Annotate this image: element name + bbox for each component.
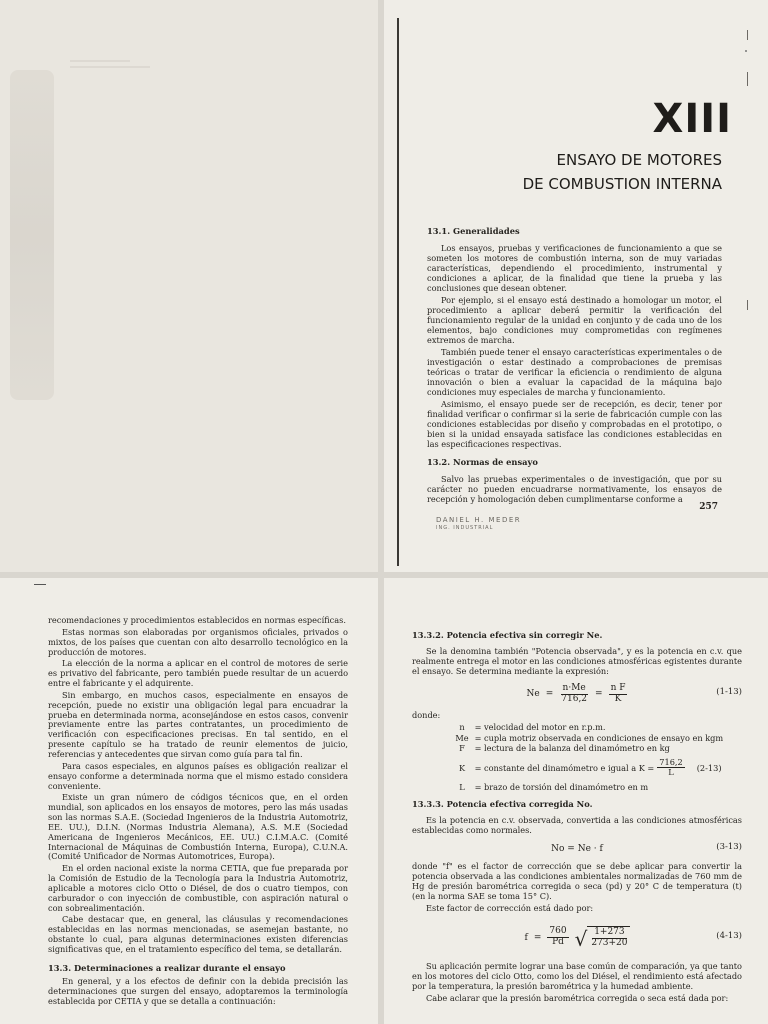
fraction-numerator: n·Me <box>562 682 586 693</box>
paragraph: Este factor de corrección está dado por: <box>426 902 594 913</box>
edge-mark <box>747 30 748 40</box>
formula-1-13 <box>412 678 742 710</box>
page-258 <box>0 578 378 1024</box>
paragraph: En general, y a los efectos de definir con la debida precisión las determinaciones que surgen del ensayo, adoptaremos la terminología establecida por CETIA y que se detalla a continuación: <box>48 975 348 1006</box>
definition-symbol: Me <box>455 732 469 743</box>
paragraph: Los ensayos, pruebas y verificaciones de funcionamiento a que se someten los motores de combustión interna, son de muy variadas características, dependiendo el procedimiento, instrumental y condiciones a aplicar, de la finalidad que tiene la prueba y las conclusiones que desean obtener. <box>427 243 722 293</box>
chapter-title <box>462 148 722 196</box>
page-258-body <box>48 616 348 1008</box>
equation-number: (3-13) <box>716 841 742 852</box>
fraction-denominator: 273+20 <box>591 938 628 949</box>
fraction-denominator: K <box>614 693 622 704</box>
chapter-title-line-2: DE COMBUSTION INTERNA <box>522 175 722 193</box>
fraction-numerator: 760 <box>549 926 567 937</box>
definition-list <box>452 722 742 793</box>
formula-term: f <box>524 932 528 943</box>
section-heading-13-3-2: 13.3.2. Potencia efectiva sin corregir Ne. <box>412 630 603 640</box>
edge-mark <box>747 72 748 86</box>
paragraph: Estas normas son elaboradas por organismos oficiales, privados o mixtos, de los países que cuentan con alto desarrollo tecnológico en la producción de motores. <box>48 626 348 657</box>
definition-text: cupla motriz observada en condiciones de ensayo en kgm <box>484 732 724 743</box>
formula-operator: = <box>595 689 603 699</box>
definition-row <box>452 782 742 793</box>
paragraph: Sin embargo, en muchos casos, especialmente en ensayos de recepción, puede no existir una obligación legal para encuadrar la prueba en determinada norma, aconsejándose en estos casos, convenir previamente entre las partes contratantes, un procedimiento de verificación con especificaciones precisas. En tal sentido, en el presente capítulo se ha tratado de reunir elementos de juicio, referencias y antecedentes que sirvan como guía para tal fin. <box>48 689 348 759</box>
print-through-shadow <box>10 70 54 400</box>
edge-dot <box>745 50 747 52</box>
print-through-line <box>70 66 150 68</box>
page-259-body <box>412 630 742 1005</box>
formula-expression: No = Ne · f <box>551 843 603 854</box>
definition-text: brazo de torsión del dinamómetro en m <box>484 781 649 792</box>
section-heading-13-1: 13.1. Generalidades <box>427 226 520 236</box>
formula-fraction <box>657 758 684 777</box>
edge-mark <box>34 584 46 585</box>
page-number: 257 <box>699 502 718 512</box>
definition-symbol: K <box>458 762 466 773</box>
paragraph: Cabe destacar que, en general, las cláusulas y recomendaciones establecidas en las normas mencionadas, se asemejan bastante, no obstante lo cual, para algunas determinaciones existen diferencias significativas que, en el tratamiento específico del tema, se detallarán. <box>48 914 348 954</box>
definition-symbol: n <box>459 722 465 732</box>
definition-equals: = <box>474 732 482 743</box>
paragraph: También puede tener el ensayo características experimentales o de investigación o estar destinado a comprobaciones de premisas teóricas o tratar de verificar la eficiencia o rendimiento de alguna innovación o bien a evaluar la capacidad de la máquina bajo condiciones muy especiales de marcha y funcionamiento. <box>427 347 722 397</box>
paragraph: Para casos especiales, en algunos países es obligación realizar el ensayo conforme a determinada norma que el mismo estado considera conveniente. <box>48 760 348 791</box>
formula-operator: = <box>545 689 554 699</box>
paragraph: Salvo las pruebas experimentales o de investigación, que por su carácter no pueden encuadrarse normativamente, los ensayos de recepción y homologación deben cumplimentarse conforme a <box>427 474 722 504</box>
stamp-title: ING. INDUSTRIAL <box>436 525 494 531</box>
paragraph: Es la potencia en c.v. observada, convertida a las condiciones atmosféricas establecidas como normales. <box>412 814 742 835</box>
page-257 <box>384 0 768 572</box>
fraction-numerator: 1+273 <box>594 927 625 938</box>
definition-equals: = <box>474 781 482 792</box>
paragraph: Su aplicación permite lograr una base común de comparación, ya que tanto en los motores del ciclo Otto, como los del Diésel, el rendimiento está afectado por la temperatura, la presión barométrica y la humedad ambiente. <box>412 960 742 991</box>
radicand <box>587 926 629 949</box>
formula-operator: = <box>533 932 542 943</box>
definition-text: velocidad del motor en r.p.m. <box>484 722 606 732</box>
fraction-denominator: L <box>668 767 674 778</box>
definition-text: lectura de la balanza del dinamómetro en kg <box>484 743 670 754</box>
paragraph: Existe un gran número de códigos técnicos que, en el orden mundial, son aplicados en los ensayos de motores, pero las más usadas son las normas S.A.E. (Sociedad Ingenieros de la Industria Automotriz, EE. UU.), D.I.N. (Normas Industria Alemana), A.S. M.E (Sociedad Americana de Ingenieros Mecánicos, EE. UU.) C.I.M.A.C. (Comité Internacional de Máquinas de Combustión Interna, Europa), C.U.N.A. (Comité Unificador de Normas Automotrices, Europa). <box>48 792 348 862</box>
fraction-numerator: n F <box>610 682 626 693</box>
formula-fraction <box>589 928 629 949</box>
equation-number: (4-13) <box>716 930 742 941</box>
paragraph: Cabe aclarar que la presión barométrica corregida o seca está dada por: <box>426 992 729 1003</box>
paragraph: En el orden nacional existe la norma CETIA, que fue preparada por la Comisión de Estudio de la Tecnología para la Industria Automotriz, aplicable a motores ciclo Otto o Diésel, de dos o cuatro tiempos, con carburador o con inyección de combustible, con aspiración natural o con sobrealimentación. <box>48 863 348 913</box>
fraction-numerator: 716,2 <box>659 757 683 768</box>
paragraph: donde "f" es el factor de corrección que se debe aplicar para convertir la potencia observada a las condiciones ambientales normalizadas de 760 mm de Hg de presión barométrica corregida o seca (pd) y 20° C de temperatura (t) (en la norma SAE se toma 15° C). <box>412 860 742 901</box>
page-257-body <box>427 226 722 506</box>
owner-stamp <box>436 516 521 531</box>
definition-equals: = <box>474 762 482 773</box>
paragraph: donde: <box>412 710 441 720</box>
equation-number: (2-13) <box>696 762 722 773</box>
definition-row <box>452 733 742 744</box>
chapter-number: XIII <box>652 96 732 142</box>
formula-fraction <box>559 684 589 705</box>
page-259 <box>384 578 768 1024</box>
section-heading-13-3-3: 13.3.3. Potencia efectiva corregida No. <box>412 798 593 809</box>
definition-equals: = <box>474 743 482 754</box>
definition-equals: = <box>474 722 482 732</box>
formula-term: Ne <box>526 689 540 699</box>
paragraph: Se la denomina también "Potencia observada", y es la potencia en c.v. que realmente entrega el motor en las condiciones atmosféricas egistentes durante el ensayo. Se determina mediante la expresión: <box>412 646 742 676</box>
definition-symbol: F <box>459 743 465 754</box>
page-facing-blank <box>0 0 378 572</box>
definition-text: constante del dinamómetro e igual a K = <box>484 762 655 773</box>
paragraph: Por ejemplo, si el ensayo está destinado a homologar un motor, el procedimiento a aplicar deberá permitir la verificación del funcionamiento regular de la unidad en conjunto y de cada uno de los elementos, bajo condiciones muy comprometidas con regímenes extremos de marcha. <box>427 295 722 345</box>
fraction-denominator: Pd <box>552 937 564 948</box>
definition-row <box>452 722 742 733</box>
square-root <box>575 926 630 949</box>
edge-mark <box>747 300 748 310</box>
paragraph: La elección de la norma a aplicar en el control de motores de serie es privativo del fabricante, pero también puede resultar de un acuerdo entre el fabricante y el adquirente. <box>48 658 348 689</box>
paragraph: Asimismo, el ensayo puede ser de recepción, es decir, tener por finalidad verificar o confirmar si la serie de fabricación cumple con las condiciones establecidas por diseño y comprobadas en el prototipo, o bien si la unidad ensayada satisface las condiciones establecidas en las especificaciones respectivas. <box>427 399 722 449</box>
section-heading-13-2: 13.2. Normas de ensayo <box>427 457 538 467</box>
formula-fraction <box>609 684 628 705</box>
definition-row <box>452 743 742 754</box>
fraction-denominator: 716,2 <box>561 693 588 704</box>
formula-fraction <box>547 927 568 948</box>
paragraph: recomendaciones y procedimientos establecidos en normas específicas. <box>48 615 346 625</box>
margin-rule <box>397 18 399 566</box>
inline-formula <box>657 758 684 777</box>
definition-row <box>452 754 742 782</box>
section-heading-13-3: 13.3. Determinaciones a realizar durante el ensayo <box>48 962 286 973</box>
formula-3-13 <box>412 837 742 861</box>
radical-sign-icon: √ <box>574 926 588 951</box>
chapter-title-line-1: ENSAYO DE MOTORES <box>556 151 722 169</box>
definition-symbol: L <box>459 781 465 792</box>
print-through-line <box>70 60 130 62</box>
equation-number: (1-13) <box>716 687 742 697</box>
formula-4-13 <box>412 915 742 961</box>
stamp-name: DANIEL H. MEDER <box>436 516 522 524</box>
